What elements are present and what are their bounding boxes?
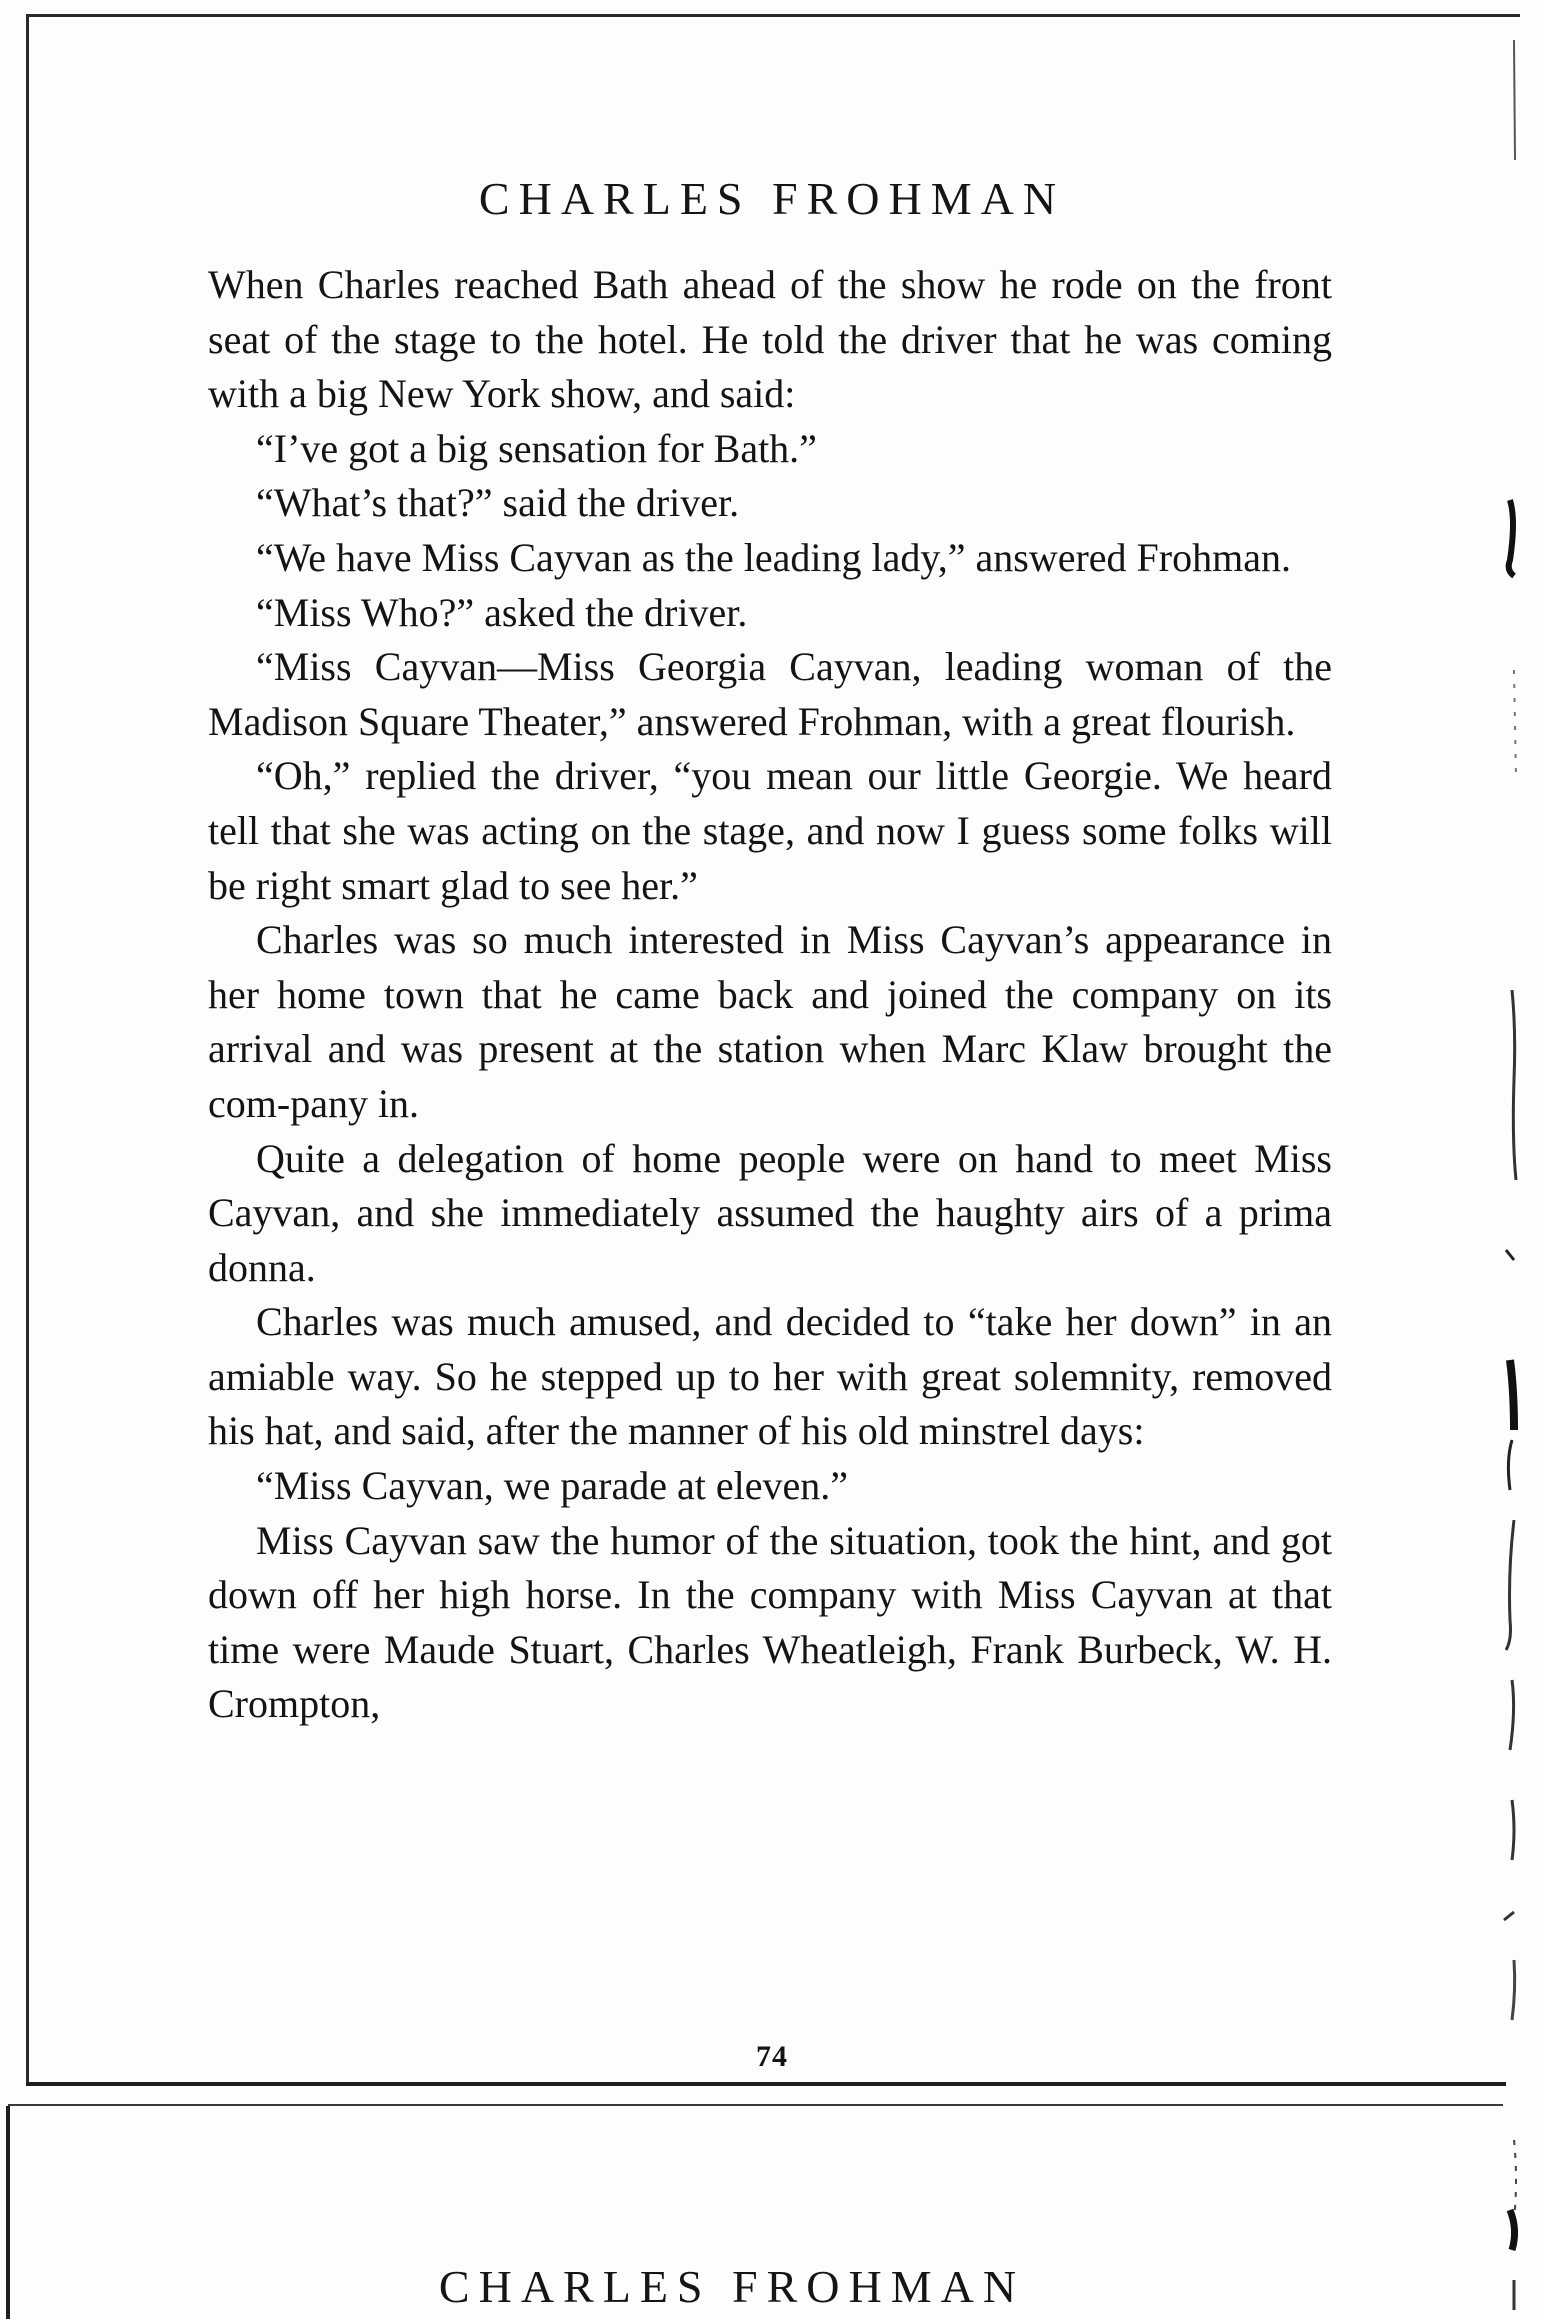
paragraph: “We have Miss Cayvan as the leading lady,” answered Frohman.: [256, 534, 1291, 580]
page-border-bottom: [26, 2082, 1506, 2086]
paragraph: “Miss Cayvan, we parade at eleven.”: [256, 1463, 848, 1509]
paragraph: Quite a delegation of home people were on hand to meet Miss Cayvan, and she immediately assumed the haughty airs of a prima donna.: [208, 1135, 1332, 1290]
body-text: [208, 258, 1332, 1732]
paragraph: Charles was so much interested in Miss Cayvan’s appearance in her home town that he came back and joined the company on its arrival and was present at the station when Marc Klaw brought the com-pany in.: [208, 917, 1332, 1126]
paragraph: “Miss Who?” asked the driver.: [256, 589, 748, 635]
binding-edge-marks: [1484, 0, 1544, 2319]
paragraph: “Oh,” replied the driver, “you mean our little Georgie. We heard tell that she was acting on the stage, and now I guess some folks will be right smart glad to see her.”: [208, 753, 1332, 908]
paragraph: “Miss Cayvan—Miss Georgia Cayvan, leading woman of the Madison Square Theater,” answered Frohman, with a great flourish.: [208, 644, 1332, 744]
paragraph: When Charles reached Bath ahead of the show he rode on the front seat of the stage to the hotel. He told the driver that he was coming with a big New York show, and said:: [208, 262, 1332, 417]
next-page-running-head: CHARLES FROHMAN: [438, 2261, 1026, 2312]
next-page-border-top: [8, 2104, 1503, 2106]
page-border-top: [28, 14, 1520, 17]
paragraph: “What’s that?” said the driver.: [256, 480, 740, 526]
paragraph: Miss Cayvan saw the humor of the situation, took the hint, and got down off her high horse. In the company with Miss Cayvan at that time were Maude Stuart, Charles Wheatleigh, Frank Burbeck, W. H. Crompton,: [208, 1517, 1332, 1727]
running-head: CHARLES FROHMAN: [478, 173, 1066, 224]
paragraph: “I’ve got a big sensation for Bath.”: [256, 425, 817, 471]
paragraph: Charles was much amused, and decided to “take her down” in an amiable way. So he stepped up to her with great solemnity, removed his hat, and said, after the manner of his old minstrel days:: [208, 1299, 1332, 1454]
page-number: 74: [756, 2040, 788, 2073]
page-border-left: [26, 14, 29, 2084]
